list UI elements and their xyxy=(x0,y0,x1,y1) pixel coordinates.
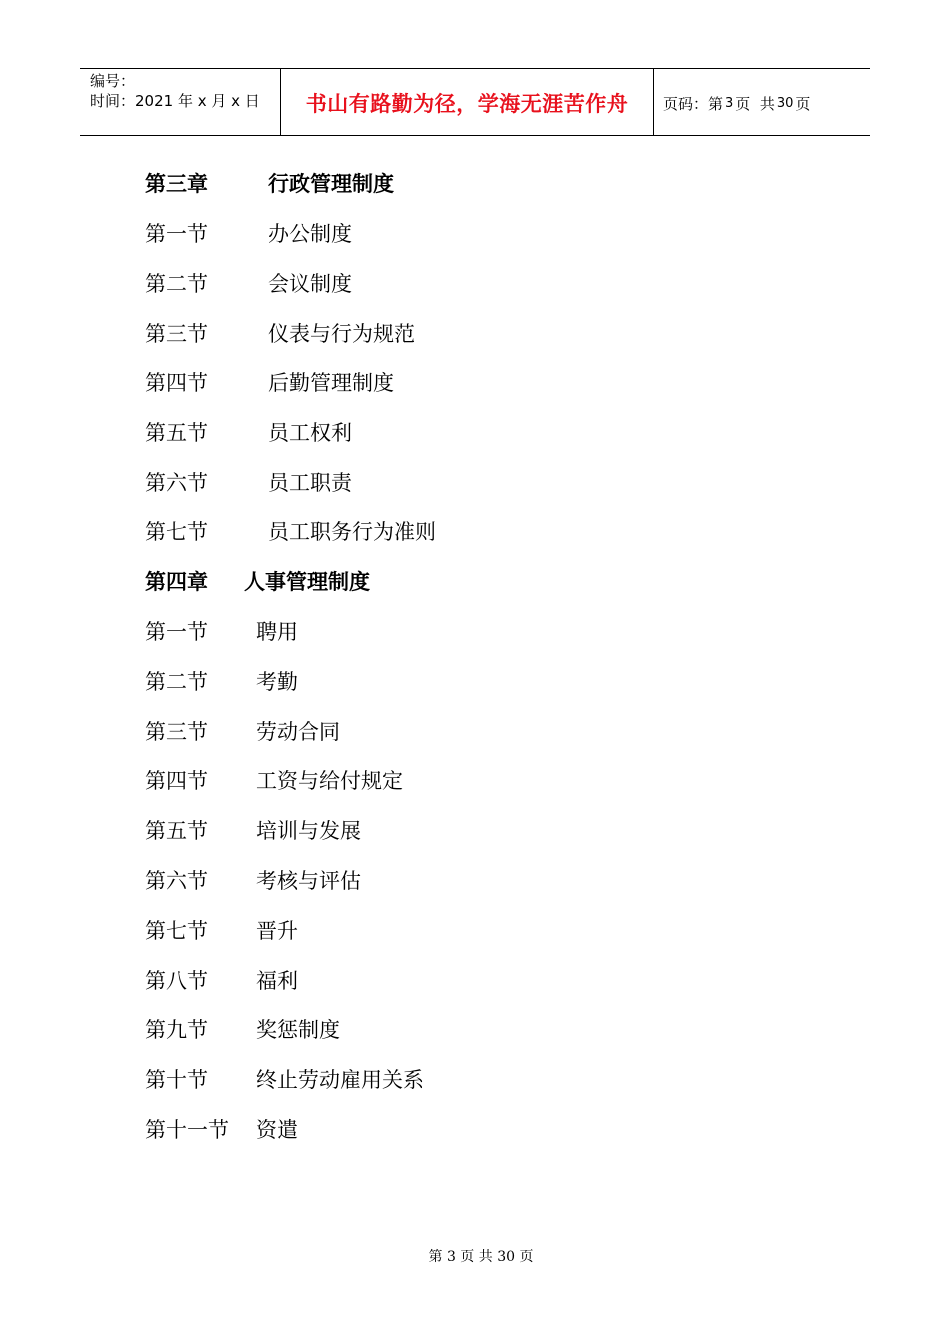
section-title: 聘用 xyxy=(256,620,298,644)
section-title: 员工权利 xyxy=(268,421,352,445)
section-title: 劳动合同 xyxy=(256,720,340,744)
section-title: 会议制度 xyxy=(268,272,352,296)
date-label: 时间：2021 年 x 月 x 日 xyxy=(90,92,260,110)
section-title: 晋升 xyxy=(256,919,298,943)
section-title: 仪表与行为规范 xyxy=(268,322,415,346)
section-number: 第一节 xyxy=(145,222,208,246)
header-page-cell xyxy=(654,69,870,135)
toc-entry xyxy=(145,220,352,248)
section-title: 培训与发展 xyxy=(256,819,361,843)
section-number: 第十一节 xyxy=(145,1118,229,1142)
section-number: 第八节 xyxy=(145,969,208,993)
section-title: 员工职责 xyxy=(268,471,352,495)
chapter-heading xyxy=(145,170,394,198)
section-title: 终止劳动雇用关系 xyxy=(256,1068,424,1092)
motto-text: 书山有路勤为径，学海无涯苦作舟 xyxy=(305,92,629,116)
toc-entry xyxy=(145,1016,340,1044)
section-title: 福利 xyxy=(256,969,298,993)
toc-entry xyxy=(145,867,361,895)
section-number: 第六节 xyxy=(145,471,208,495)
chapter-heading xyxy=(145,568,370,596)
toc-entry xyxy=(145,1116,298,1144)
toc-entry xyxy=(145,967,298,995)
section-number: 第五节 xyxy=(145,819,208,843)
chapter-title: 人事管理制度 xyxy=(244,570,370,594)
serial-number-label: 编号： xyxy=(90,72,136,90)
section-title: 奖惩制度 xyxy=(256,1018,340,1042)
section-title: 后勤管理制度 xyxy=(268,371,394,395)
section-title: 员工职务行为准则 xyxy=(268,520,436,544)
header-motto-cell xyxy=(281,69,654,135)
chapter-title: 行政管理制度 xyxy=(268,172,394,196)
section-number: 第二节 xyxy=(145,670,208,694)
section-number: 第四节 xyxy=(145,371,208,395)
toc-entry xyxy=(145,419,352,447)
section-number: 第三节 xyxy=(145,720,208,744)
page-suffix: 页 xyxy=(795,94,811,113)
section-number: 第九节 xyxy=(145,1018,208,1042)
toc-entry xyxy=(145,618,298,646)
toc-entry xyxy=(145,817,361,845)
toc-entry xyxy=(145,767,403,795)
toc-entry xyxy=(145,320,415,348)
header-meta-cell xyxy=(80,69,281,135)
page-footer xyxy=(0,1246,950,1266)
chapter-number: 第三章 xyxy=(145,172,208,196)
toc-entry xyxy=(145,668,298,696)
page-prefix: 页码：第 xyxy=(663,94,724,113)
section-title: 办公制度 xyxy=(268,222,352,246)
document-header xyxy=(80,68,870,136)
section-number: 第六节 xyxy=(145,869,208,893)
section-title: 考核与评估 xyxy=(256,869,361,893)
section-number: 第三节 xyxy=(145,322,208,346)
footer-page-number: 第 3 页 共 30 页 xyxy=(428,1249,534,1265)
toc-entry xyxy=(145,518,436,546)
page-current: 3 xyxy=(725,95,734,111)
toc-entry xyxy=(145,270,352,298)
toc-entry xyxy=(145,718,340,746)
section-number: 第十节 xyxy=(145,1068,208,1092)
section-number: 第七节 xyxy=(145,520,208,544)
toc-entry xyxy=(145,369,394,397)
section-number: 第二节 xyxy=(145,272,208,296)
section-title: 资遣 xyxy=(256,1118,298,1142)
page-total: 30 xyxy=(776,95,794,111)
toc-entry xyxy=(145,917,298,945)
section-title: 考勤 xyxy=(256,670,298,694)
page-mid: 页 共 xyxy=(735,94,775,113)
section-number: 第四节 xyxy=(145,769,208,793)
chapter-number: 第四章 xyxy=(145,570,208,594)
section-number: 第七节 xyxy=(145,919,208,943)
toc-entry xyxy=(145,469,352,497)
section-number: 第五节 xyxy=(145,421,208,445)
section-title: 工资与给付规定 xyxy=(256,769,403,793)
section-number: 第一节 xyxy=(145,620,208,644)
toc-entry xyxy=(145,1066,424,1094)
